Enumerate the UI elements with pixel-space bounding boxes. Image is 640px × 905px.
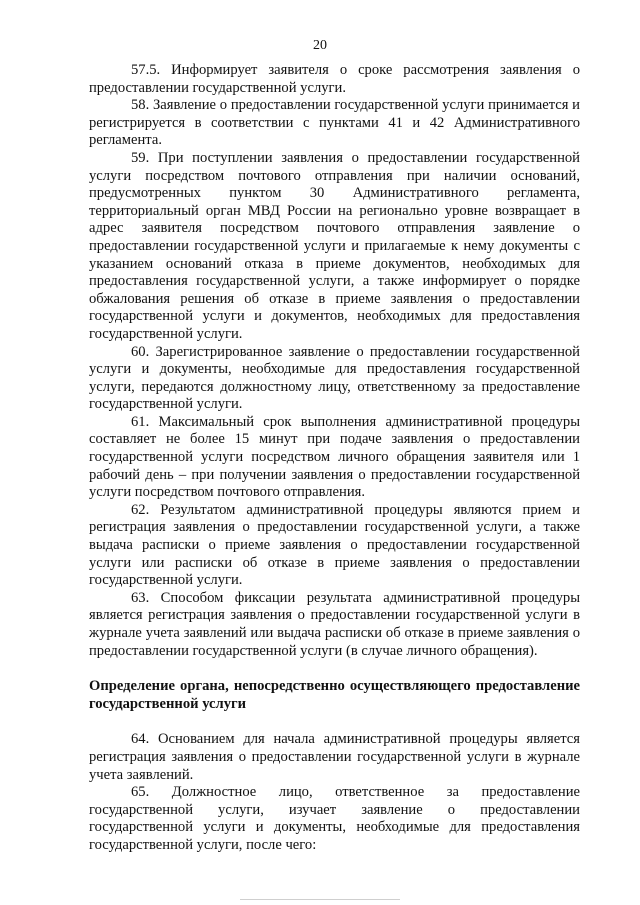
paragraph-64: 64. Основанием для начала административной процедуры является регистрация заявления о предоставлении государственной услуги в журнале учета заявлений. — [89, 731, 580, 783]
paragraph-59: 59. При поступлении заявления о предоставлении государственной услуги посредством почтового отправления при наличии оснований, предусмотренных пунктом 30 Административного регламента, территориальный орган МВД России на регионально уровне возвращает в адрес заявителя посредством почтового отправления заявление о предоставлении государственной услуги и прилагаемые к нему документы с указанием оснований отказа в приеме документов, необходимых для предоставления государственной услуги, а также информирует о порядке обжалования решения об отказе в приеме заявления о предоставлении государственной услуги и документов, необходимых для предоставления государственной услуги. — [89, 149, 580, 342]
heading-spacer — [89, 713, 580, 731]
paragraph-57-5: 57.5. Информирует заявителя о сроке рассмотрения заявления о предоставлении государственной услуги. — [89, 62, 580, 96]
section-heading: Определение органа, непосредственно осуществляющего предоставление государственной услуги — [89, 678, 580, 712]
paragraph-65: 65. Должностное лицо, ответственное за предоставление государственной услуги, изучает заявление о предоставлении государственной услуги и документы, необходимые для предоставления государственной услуги, после чего: — [89, 784, 580, 853]
page-number: 20 — [313, 38, 327, 53]
paragraph-62: 62. Результатом административной процедуры являются прием и регистрация заявления о предоставлении государственной услуги, а также выдача расписки о приеме заявления о предоставлении государственной услуги или расписки об отказе в приеме заявления о предоставлении государственной услуги. — [89, 501, 580, 589]
paragraph-63: 63. Способом фиксации результата административной процедуры является регистрация заявления о предоставлении государственной услуги в журнале учета заявлений или выдача расписки об отказе в приеме заявления о предоставлении государственной услуги (в случае личного обращения). — [89, 589, 580, 659]
paragraph-60: 60. Зарегистрированное заявление о предоставлении государственной услуги и документы, необходимые для предоставления государственной услуги, передаются должностному лицу, ответственному за предоставление государственной услуги. — [89, 343, 580, 413]
paragraph-58: 58. Заявление о предоставлении государственной услуги принимается и регистрируется в соответствии с пунктами 41 и 42 Административного регламента. — [89, 97, 580, 149]
document-body — [89, 62, 580, 855]
page-bottom-edge — [240, 899, 400, 900]
paragraph-61: 61. Максимальный срок выполнения административной процедуры составляет не более 15 минут при подаче заявления о предоставлении государственной услуги посредством личного обращения заявителя или 1 рабочий день – при получении заявления о предоставлении государственной услуги посредством почтового отправления. — [89, 413, 580, 501]
